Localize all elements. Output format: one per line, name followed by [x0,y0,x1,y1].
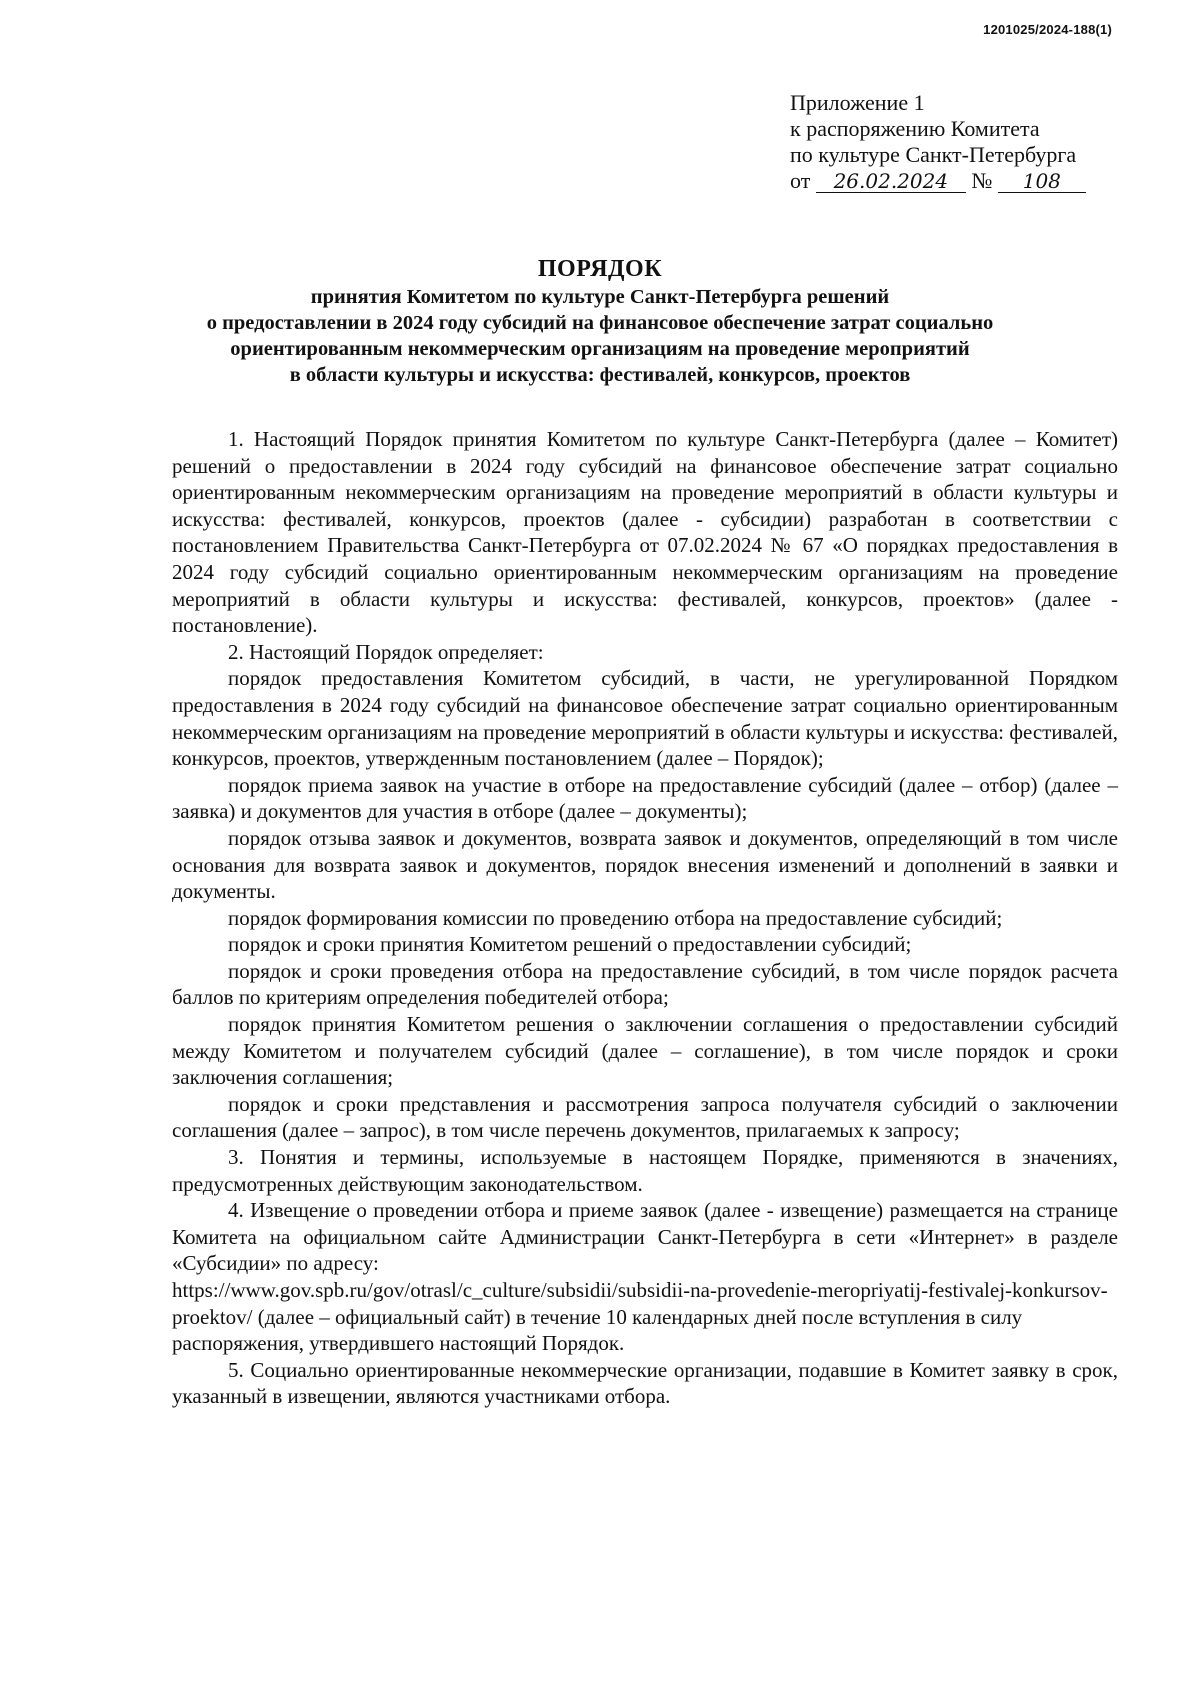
paragraph-2-item-8: порядок и сроки представления и рассмотрения запроса получателя субсидий о заключении соглашения (далее – запрос), в том числе перечень документов, прилагаемых к запросу; [172,1091,1118,1143]
document-body [172,426,1118,1410]
paragraph-2-item-2: порядок приема заявок на участие в отборе на предоставление субсидий (далее – отбор) (далее – заявка) и документов для участия в отборе (далее – документы); [172,772,1118,824]
paragraph-2-item-1: порядок предоставления Комитетом субсидий, в части, не урегулированной Порядком предоставления в 2024 году субсидий на финансовое обеспечение затрат социально ориентированным некоммерческим организациям на проведение мероприятий в области культуры и искусства: фестивалей, конкурсов, проектов, утвержденным постановлением (далее – Порядок); [172,666,1118,771]
paragraph-5: 5. Социально ориентированные некоммерческие организации, подавшие в Комитет заявку в срок, указанный в извещении, являются участниками отбора. [172,1357,1118,1409]
title-subtitle-line-4: в области культуры и искусства: фестивалей, конкурсов, проектов [289,364,911,386]
title-main: ПОРЯДОК [537,256,663,282]
paragraph-4-url: https://www.gov.spb.ru/gov/otrasl/c_culture/subsidii/subsidii-na-provedenie-meropriyatij-festivalej-konkursov-proektov/ (далее – официальный сайт) в течение 10 календарных дней после вступления в силу распоряжения, утвердившего настоящий Порядок. [172,1278,1108,1356]
appendix-header [790,90,1120,194]
handwritten-number: 108 [998,170,1086,193]
paragraph-2-item-6: порядок и сроки проведения отбора на предоставление субсидий, в том числе порядок расчета баллов по критериям определения победителей отбора; [172,958,1118,1010]
paragraph-3: 3. Понятия и термины, используемые в настоящем Порядке, применяются в значениях, предусмотренных действующим законодательством. [172,1145,1118,1196]
number-label: № [971,168,993,193]
paragraph-2-item-4: порядок формирования комиссии по проведению отбора на предоставление субсидий; [228,905,1003,930]
appendix-line-2: к распоряжению Комитета [790,116,1040,141]
appendix-date-number-line [790,168,1120,194]
paragraph-1: 1. Настоящий Порядок принятия Комитетом по культуре Санкт-Петербурга (далее – Комитет) решений о предоставлении в 2024 году субсидий на финансовое обеспечение затрат социально ориентированным некоммерческим организациям на проведение мероприятий в области культуры и искусства: фестивалей, конкурсов, проектов (далее - субсидии) разработан в соответствии с постановлением Правительства Санкт-Петербурга от 07.02.2024 № 67 «О порядках предоставления в 2024 году субсидий социально ориентированным некоммерческим организациям на проведение мероприятий в области культуры и искусства: фестивалей, конкурсов, проектов» (далее - постановление). [172,427,1118,638]
from-label: от [790,168,811,193]
handwritten-date: 26.02.2024 [816,170,966,193]
title-subtitle-line-3: ориентированным некоммерческим организациям на проведение мероприятий [230,338,970,360]
paragraph-2: 2. Настоящий Порядок определяет: [228,639,544,664]
title-subtitle-line-1: принятия Комитетом по культуре Санкт-Петербурга решений [310,286,890,308]
paragraph-2-item-5: порядок и сроки принятия Комитетом решений о предоставлении субсидий; [228,932,912,957]
document-title [150,254,1050,388]
paragraph-2-item-7: порядок принятия Комитетом решения о заключении соглашения о предоставлении субсидий между Комитетом и получателем субсидий (далее – соглашение), в том числе порядок и сроки заключения соглашения; [172,1012,1118,1090]
appendix-line-1: Приложение 1 [790,90,925,115]
document-id: 1201025/2024-188(1) [983,22,1112,37]
paragraph-4: 4. Извещение о проведении отбора и приеме заявок (далее - извещение) размещается на странице Комитета на официальном сайте Администрации Санкт-Петербурга в сети «Интернет» в разделе «Субсидии» по адресу: [172,1198,1118,1276]
title-subtitle-line-2: о предоставлении в 2024 году субсидий на финансовое обеспечение затрат социально [206,312,994,334]
paragraph-2-item-3: порядок отзыва заявок и документов, возврата заявок и документов, определяющий в том числе основания для возврата заявок и документов, порядок внесения изменений и дополнений в заявки и документы. [172,825,1118,904]
appendix-line-3: по культуре Санкт-Петербурга [790,142,1077,167]
